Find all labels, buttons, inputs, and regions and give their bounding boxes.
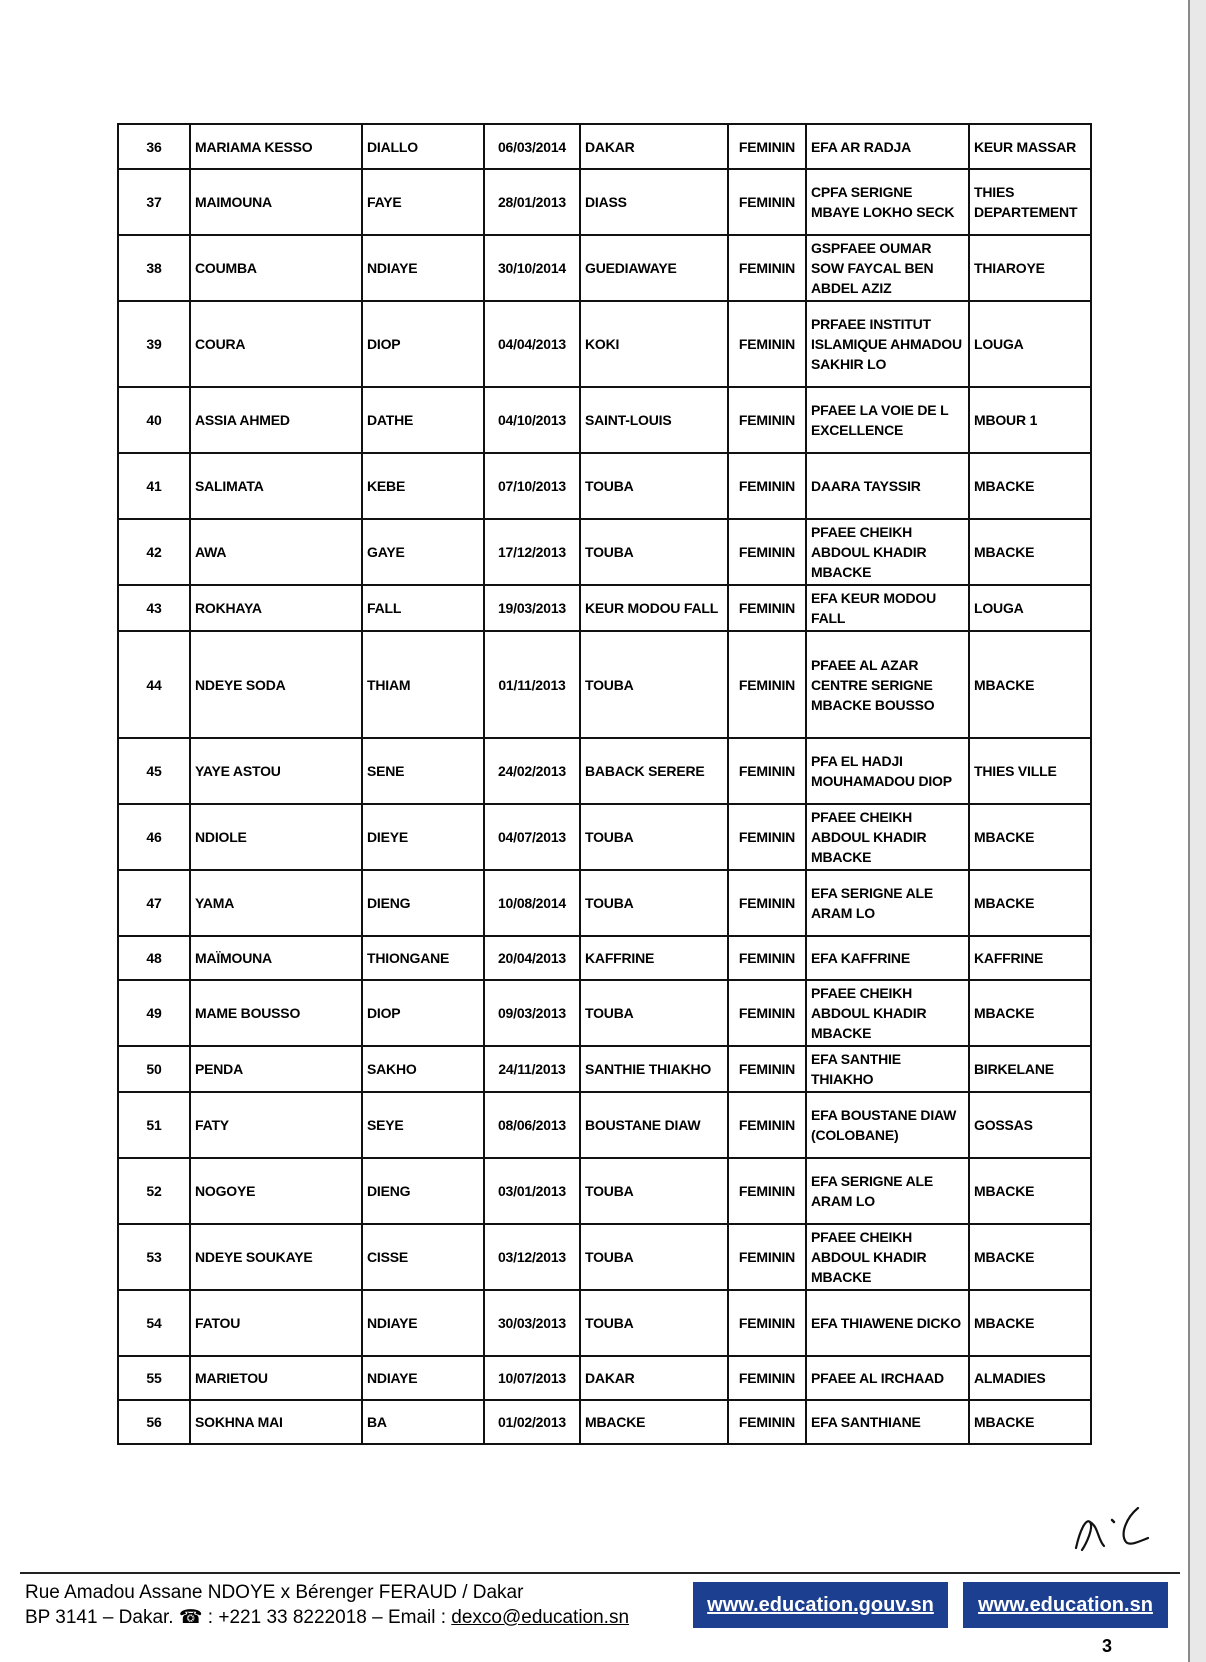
row-number-cell: 45 [118, 738, 190, 804]
first-name-cell: FATOU [190, 1290, 362, 1356]
sex-cell: FEMININ [728, 519, 806, 585]
last-name-cell: SENE [362, 738, 484, 804]
row-number-cell: 52 [118, 1158, 190, 1224]
birth-date-cell: 01/11/2013 [484, 631, 580, 738]
first-name-cell: ASSIA AHMED [190, 387, 362, 453]
table-row [118, 453, 1091, 519]
first-name-cell: FATY [190, 1092, 362, 1158]
institution-cell: PFA EL HADJI MOUHAMADOU DIOP [806, 738, 969, 804]
table-row [118, 1158, 1091, 1224]
institution-cell: PFAEE CHEIKH ABDOUL KHADIR MBACKE [806, 519, 969, 585]
last-name-cell: NDIAYE [362, 1290, 484, 1356]
birth-place-cell: TOUBA [580, 1290, 728, 1356]
last-name-cell: FAYE [362, 169, 484, 235]
first-name-cell: SALIMATA [190, 453, 362, 519]
institution-cell: PFAEE CHEIKH ABDOUL KHADIR MBACKE [806, 1224, 969, 1290]
first-name-cell: NDEYE SOUKAYE [190, 1224, 362, 1290]
last-name-cell: NDIAYE [362, 235, 484, 301]
first-name-cell: NDEYE SODA [190, 631, 362, 738]
birth-place-cell: DIASS [580, 169, 728, 235]
table-row [118, 738, 1091, 804]
last-name-cell: FALL [362, 585, 484, 631]
institution-cell: DAARA TAYSSIR [806, 453, 969, 519]
birth-place-cell: DAKAR [580, 124, 728, 169]
last-name-cell: BA [362, 1400, 484, 1444]
sex-cell: FEMININ [728, 169, 806, 235]
sex-cell: FEMININ [728, 387, 806, 453]
row-number-cell: 51 [118, 1092, 190, 1158]
birth-date-cell: 24/02/2013 [484, 738, 580, 804]
row-number-cell: 36 [118, 124, 190, 169]
sex-cell: FEMININ [728, 585, 806, 631]
last-name-cell: THIAM [362, 631, 484, 738]
sex-cell: FEMININ [728, 631, 806, 738]
zone-cell: MBACKE [969, 631, 1091, 738]
student-list-table [117, 123, 1092, 1445]
website-link-gouv[interactable]: www.education.gouv.sn [693, 1582, 948, 1628]
row-number-cell: 55 [118, 1356, 190, 1400]
sex-cell: FEMININ [728, 1092, 806, 1158]
last-name-cell: SEYE [362, 1092, 484, 1158]
table-row [118, 980, 1091, 1046]
birth-place-cell: DAKAR [580, 1356, 728, 1400]
table-row [118, 1400, 1091, 1444]
sex-cell: FEMININ [728, 1400, 806, 1444]
first-name-cell: MARIAMA KESSO [190, 124, 362, 169]
birth-date-cell: 10/08/2014 [484, 870, 580, 936]
birth-place-cell: TOUBA [580, 519, 728, 585]
birth-date-cell: 04/07/2013 [484, 804, 580, 870]
first-name-cell: YAMA [190, 870, 362, 936]
sex-cell: FEMININ [728, 980, 806, 1046]
student-list-table-container [117, 123, 1090, 1445]
birth-date-cell: 04/10/2013 [484, 387, 580, 453]
row-number-cell: 48 [118, 936, 190, 980]
sex-cell: FEMININ [728, 453, 806, 519]
sex-cell: FEMININ [728, 738, 806, 804]
table-row [118, 1290, 1091, 1356]
first-name-cell: COURA [190, 301, 362, 387]
birth-place-cell: TOUBA [580, 1158, 728, 1224]
last-name-cell: DIOP [362, 301, 484, 387]
row-number-cell: 37 [118, 169, 190, 235]
birth-place-cell: TOUBA [580, 804, 728, 870]
zone-cell: MBACKE [969, 870, 1091, 936]
last-name-cell: CISSE [362, 1224, 484, 1290]
birth-date-cell: 20/04/2013 [484, 936, 580, 980]
birth-place-cell: GUEDIAWAYE [580, 235, 728, 301]
birth-date-cell: 08/06/2013 [484, 1092, 580, 1158]
birth-place-cell: TOUBA [580, 980, 728, 1046]
birth-place-cell: BOUSTANE DIAW [580, 1092, 728, 1158]
last-name-cell: DIENG [362, 870, 484, 936]
institution-cell: PFAEE LA VOIE DE L EXCELLENCE [806, 387, 969, 453]
table-row [118, 519, 1091, 585]
row-number-cell: 38 [118, 235, 190, 301]
table-row [118, 1046, 1091, 1092]
footer-divider [20, 1572, 1180, 1574]
last-name-cell: NDIAYE [362, 1356, 484, 1400]
zone-cell: LOUGA [969, 301, 1091, 387]
table-row [118, 936, 1091, 980]
table-row [118, 585, 1091, 631]
table-row [118, 631, 1091, 738]
table-row [118, 1356, 1091, 1400]
institution-cell: CPFA SERIGNE MBAYE LOKHO SECK [806, 169, 969, 235]
sex-cell: FEMININ [728, 235, 806, 301]
footer-address [25, 1580, 705, 1630]
zone-cell: THIES VILLE [969, 738, 1091, 804]
institution-cell: EFA KAFFRINE [806, 936, 969, 980]
zone-cell: MBOUR 1 [969, 387, 1091, 453]
institution-cell: EFA SANTHIANE [806, 1400, 969, 1444]
first-name-cell: PENDA [190, 1046, 362, 1092]
sex-cell: FEMININ [728, 1158, 806, 1224]
page-number: 3 [1101, 1636, 1112, 1656]
table-row [118, 124, 1091, 169]
first-name-cell: MAME BOUSSO [190, 980, 362, 1046]
last-name-cell: DIENG [362, 1158, 484, 1224]
zone-cell: MBACKE [969, 804, 1091, 870]
institution-cell: EFA KEUR MODOU FALL [806, 585, 969, 631]
row-number-cell: 44 [118, 631, 190, 738]
zone-cell: THIES DEPARTEMENT [969, 169, 1091, 235]
signature-image [1068, 1500, 1158, 1560]
table-row [118, 301, 1091, 387]
first-name-cell: NDIOLE [190, 804, 362, 870]
birth-place-cell: BABACK SERERE [580, 738, 728, 804]
birth-date-cell: 24/11/2013 [484, 1046, 580, 1092]
last-name-cell: DIALLO [362, 124, 484, 169]
zone-cell: BIRKELANE [969, 1046, 1091, 1092]
birth-place-cell: TOUBA [580, 631, 728, 738]
first-name-cell: ROKHAYA [190, 585, 362, 631]
birth-date-cell: 09/03/2013 [484, 980, 580, 1046]
zone-cell: MBACKE [969, 1400, 1091, 1444]
address-line-2 [25, 1605, 705, 1630]
birth-date-cell: 30/03/2013 [484, 1290, 580, 1356]
zone-cell: MBACKE [969, 519, 1091, 585]
institution-cell: PFAEE CHEIKH ABDOUL KHADIR MBACKE [806, 980, 969, 1046]
first-name-cell: MARIETOU [190, 1356, 362, 1400]
last-name-cell: GAYE [362, 519, 484, 585]
sex-cell: FEMININ [728, 1046, 806, 1092]
institution-cell: EFA THIAWENE DICKO [806, 1290, 969, 1356]
institution-cell: EFA AR RADJA [806, 124, 969, 169]
institution-cell: PFAEE CHEIKH ABDOUL KHADIR MBACKE [806, 804, 969, 870]
last-name-cell: DIOP [362, 980, 484, 1046]
address-contact-text: BP 3141 – Dakar. ☎ : +221 33 8222018 – Email : [25, 1607, 452, 1628]
row-number-cell: 49 [118, 980, 190, 1046]
address-line-1: Rue Amadou Assane NDOYE x Bérenger FERAUD / Dakar [25, 1582, 524, 1603]
table-row [118, 169, 1091, 235]
birth-date-cell: 01/02/2013 [484, 1400, 580, 1444]
birth-date-cell: 19/03/2013 [484, 585, 580, 631]
first-name-cell: YAYE ASTOU [190, 738, 362, 804]
institution-cell: PFAEE AL IRCHAAD [806, 1356, 969, 1400]
row-number-cell: 54 [118, 1290, 190, 1356]
row-number-cell: 56 [118, 1400, 190, 1444]
row-number-cell: 42 [118, 519, 190, 585]
sex-cell: FEMININ [728, 1356, 806, 1400]
first-name-cell: MAÏMOUNA [190, 936, 362, 980]
row-number-cell: 43 [118, 585, 190, 631]
last-name-cell: KEBE [362, 453, 484, 519]
page-edge [1188, 0, 1206, 1662]
birth-place-cell: KEUR MODOU FALL [580, 585, 728, 631]
sex-cell: FEMININ [728, 936, 806, 980]
birth-place-cell: TOUBA [580, 870, 728, 936]
row-number-cell: 53 [118, 1224, 190, 1290]
last-name-cell: DIEYE [362, 804, 484, 870]
zone-cell: ALMADIES [969, 1356, 1091, 1400]
sex-cell: FEMININ [728, 301, 806, 387]
first-name-cell: NOGOYE [190, 1158, 362, 1224]
sex-cell: FEMININ [728, 1224, 806, 1290]
birth-place-cell: SAINT-LOUIS [580, 387, 728, 453]
table-row [118, 1092, 1091, 1158]
birth-date-cell: 03/12/2013 [484, 1224, 580, 1290]
institution-cell: EFA SANTHIE THIAKHO [806, 1046, 969, 1092]
institution-cell: PFAEE AL AZAR CENTRE SERIGNE MBACKE BOUSSO [806, 631, 969, 738]
zone-cell: KEUR MASSAR [969, 124, 1091, 169]
email-link[interactable]: dexco@education.sn [451, 1607, 630, 1628]
zone-cell: MBACKE [969, 453, 1091, 519]
first-name-cell: MAIMOUNA [190, 169, 362, 235]
zone-cell: MBACKE [969, 1224, 1091, 1290]
sex-cell: FEMININ [728, 870, 806, 936]
birth-date-cell: 28/01/2013 [484, 169, 580, 235]
zone-cell: KAFFRINE [969, 936, 1091, 980]
first-name-cell: SOKHNA MAI [190, 1400, 362, 1444]
zone-cell: MBACKE [969, 1290, 1091, 1356]
last-name-cell: THIONGANE [362, 936, 484, 980]
institution-cell: GSPFAEE OUMAR SOW FAYCAL BEN ABDEL AZIZ [806, 235, 969, 301]
table-row [118, 387, 1091, 453]
institution-cell: EFA BOUSTANE DIAW (COLOBANE) [806, 1092, 969, 1158]
website-link-education[interactable]: www.education.sn [963, 1582, 1168, 1628]
sex-cell: FEMININ [728, 804, 806, 870]
table-row [118, 870, 1091, 936]
birth-date-cell: 04/04/2013 [484, 301, 580, 387]
last-name-cell: DATHE [362, 387, 484, 453]
zone-cell: MBACKE [969, 1158, 1091, 1224]
birth-date-cell: 30/10/2014 [484, 235, 580, 301]
birth-date-cell: 06/03/2014 [484, 124, 580, 169]
row-number-cell: 50 [118, 1046, 190, 1092]
sex-cell: FEMININ [728, 124, 806, 169]
zone-cell: THIAROYE [969, 235, 1091, 301]
birth-place-cell: TOUBA [580, 453, 728, 519]
row-number-cell: 46 [118, 804, 190, 870]
birth-place-cell: MBACKE [580, 1400, 728, 1444]
institution-cell: EFA SERIGNE ALE ARAM LO [806, 1158, 969, 1224]
zone-cell: LOUGA [969, 585, 1091, 631]
birth-place-cell: TOUBA [580, 1224, 728, 1290]
table-row [118, 804, 1091, 870]
first-name-cell: COUMBA [190, 235, 362, 301]
row-number-cell: 39 [118, 301, 190, 387]
table-row [118, 235, 1091, 301]
birth-date-cell: 10/07/2013 [484, 1356, 580, 1400]
row-number-cell: 41 [118, 453, 190, 519]
institution-cell: PRFAEE INSTITUT ISLAMIQUE AHMADOU SAKHIR LO [806, 301, 969, 387]
zone-cell: GOSSAS [969, 1092, 1091, 1158]
table-row [118, 1224, 1091, 1290]
table-body [118, 124, 1091, 1444]
sex-cell: FEMININ [728, 1290, 806, 1356]
last-name-cell: SAKHO [362, 1046, 484, 1092]
row-number-cell: 47 [118, 870, 190, 936]
birth-place-cell: KAFFRINE [580, 936, 728, 980]
row-number-cell: 40 [118, 387, 190, 453]
institution-cell: EFA SERIGNE ALE ARAM LO [806, 870, 969, 936]
zone-cell: MBACKE [969, 980, 1091, 1046]
birth-place-cell: KOKI [580, 301, 728, 387]
birth-date-cell: 17/12/2013 [484, 519, 580, 585]
birth-place-cell: SANTHIE THIAKHO [580, 1046, 728, 1092]
birth-date-cell: 03/01/2013 [484, 1158, 580, 1224]
birth-date-cell: 07/10/2013 [484, 453, 580, 519]
first-name-cell: AWA [190, 519, 362, 585]
